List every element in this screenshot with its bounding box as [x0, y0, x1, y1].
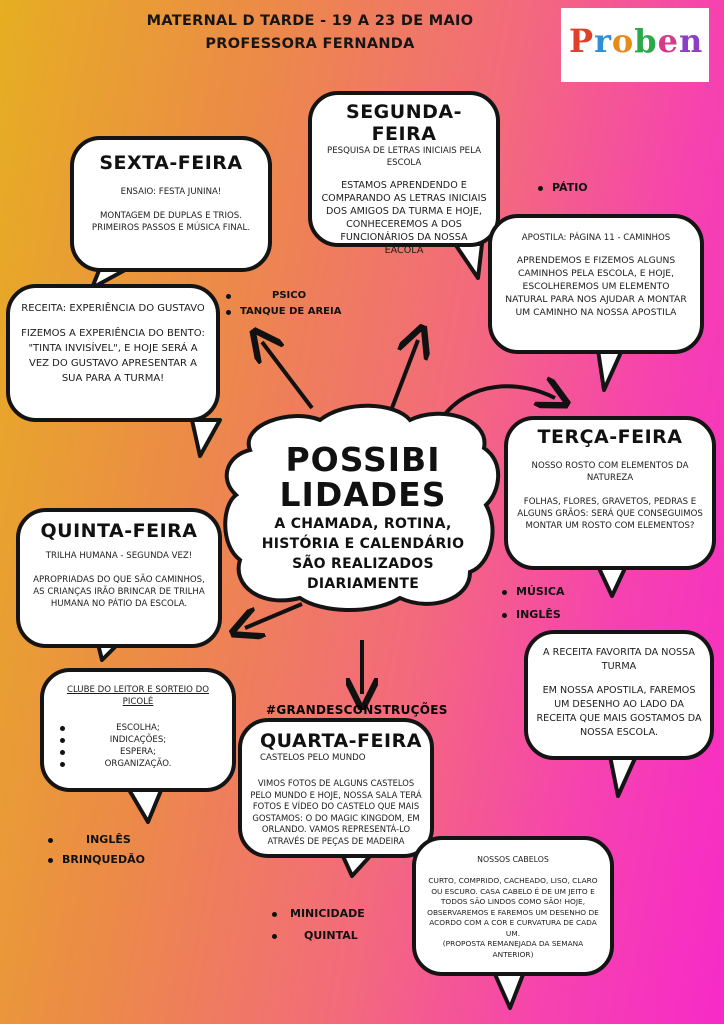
sexta-feira-line1: ENSAIO: FESTA JUNINA!	[120, 187, 222, 197]
center-possibilidades	[236, 442, 490, 592]
logo-letter: b	[634, 22, 658, 60]
side-minicidade: MINICIDADE	[290, 904, 365, 924]
quinta-feira-line2: APROPRIADAS DO QUE SÃO CAMINHOS, AS CRIANÇAS IRÃO BRINCAR DE TRILHA HUMANA NO PÁTIO DA ESCOLA.	[33, 575, 205, 609]
terca-feira-line2: FOLHAS, FLORES, GRAVETOS, PEDRAS E ALGUNS GRÃOS: SERÁ QUE CONSEGUIMOS MONTAR UM ROSTO COM ELEMENTOS?	[517, 497, 703, 531]
clube-leitor-bubble	[40, 668, 236, 792]
clube-leitor-list	[52, 722, 224, 770]
segunda-feira-line1: PESQUISA DE LETRAS INICIAIS PELA ESCOLA	[327, 146, 481, 168]
quarta-feira-line2: VIMOS FOTOS DE ALGUNS CASTELOS PELO MUNDO E HOJE, NOSSA SALA TERÁ FOTOS E VÍDEO DO CASTELO QUE MAIS GOSTAMOS: O DO MAGIC KINGDOM, EM ORLANDO. VAMOS REPRESENTÁ-LO ATRAVÉS DE PEÇAS DE MADEIRA	[250, 778, 422, 846]
center-sub-2: HISTÓRIA E CALENDÁRIO	[261, 536, 465, 552]
clube-item: ESPERA;	[52, 746, 224, 758]
segunda-feira-title: SEGUNDA-FEIRA	[346, 101, 462, 145]
quarta-feira-title: QUARTA-FEIRA	[260, 730, 422, 752]
clube-item: ORGANIZAÇÃO.	[52, 758, 224, 770]
quinta-feira-bubble	[16, 508, 222, 648]
logo-letter: P	[569, 22, 595, 60]
apostila-line2: APRENDEMOS E FIZEMOS ALGUNS CAMINHOS PELA ESCOLA, E HOJE, ESCOLHEREMOS UM ELEMENTO NATURAL PARA NOS AJUDAR A MONTAR UM CAMINHO NA NOSSA APOSTILA	[505, 255, 687, 318]
segunda-feira-bubble	[308, 91, 500, 256]
receita-line1: RECEITA: EXPERIÊNCIA DO GUSTAVO	[21, 303, 205, 314]
terca-feira-title: TERÇA-FEIRA	[537, 426, 683, 448]
center-title-1: POSSIBI	[285, 440, 441, 479]
quarta-feira-bubble	[238, 718, 434, 858]
center-sub-1: A CHAMADA, ROTINA,	[274, 516, 452, 532]
clube-leitor-title: CLUBE DO LEITOR E SORTEIO DO PICOLÉ	[66, 685, 210, 707]
grandes-construcoes-tag: #GRANDESCONSTRUÇÕES	[266, 703, 448, 717]
cabelos-line2: CURTO, COMPRIDO, CACHEADO, LISO, CLARO OU ESCURO. CASA CABELO É DE UM JEITO E TODOS SÃO LINDOS COMO SÃO! HOJE, OBSERVAREMOS E FAREMOS UM DESENHO DE ACORDO COM A COR E CURVATURA DE CADA UM.	[427, 876, 599, 938]
cabelos-line3: (PROPOSTA REMANEJADA DA SEMANA ANTERIOR)	[442, 939, 584, 959]
side-patio: PÁTIO	[552, 178, 588, 198]
center-sub-3: SÃO REALIZADOS	[292, 556, 434, 572]
side-psico: PSICO	[272, 286, 306, 306]
side-musica: MÚSICA	[516, 582, 564, 602]
tail-apostila	[598, 350, 622, 390]
tail-receita	[192, 420, 220, 456]
tail-cabelos	[494, 972, 524, 1008]
receita-favorita-bubble	[524, 630, 714, 760]
receita-line2: FIZEMOS A EXPERIÊNCIA DO BENTO: "TINTA INVISÍVEL", E HOJE SERÁ A VEZ DO GUSTAVO APRESENTAR A SUA PARA A TURMA!	[21, 328, 205, 384]
side-quintal: QUINTAL	[304, 926, 358, 946]
tail-terca	[598, 566, 626, 596]
header-line-1: MATERNAL D TARDE - 19 A 23 DE MAIO	[146, 13, 474, 29]
apostila-bubble	[488, 214, 704, 354]
arrow-quinta	[245, 604, 302, 628]
receita-favorita-line1: A RECEITA FAVORITA DA NOSSA TURMA	[543, 647, 695, 672]
logo-letter: r	[594, 22, 612, 60]
arrow-segunda	[392, 340, 418, 408]
arrow-terca	[442, 386, 555, 418]
terca-feira-bubble	[504, 416, 716, 570]
logo-letter: n	[679, 22, 704, 60]
sexta-feira-line2: MONTAGEM DE DUPLAS E TRIOS. PRIMEIROS PASSOS E MÚSICA FINAL.	[91, 211, 251, 233]
center-title-2: LIDADES	[279, 475, 447, 514]
tail-receita-fav	[610, 756, 636, 796]
side-tanque: TANQUE DE AREIA	[240, 302, 341, 322]
side-brinquedao: BRINQUEDÃO	[62, 850, 145, 870]
logo-letter: e	[657, 22, 679, 60]
cabelos-title: NOSSOS CABELOS	[477, 855, 549, 864]
clube-item: INDICAÇÕES;	[52, 734, 224, 746]
quarta-feira-line1: CASTELOS PELO MUNDO	[260, 753, 366, 763]
center-sub-4: DIARIAMENTE	[306, 576, 420, 592]
header-line-2: PROFESSORA FERNANDA	[205, 36, 415, 52]
receita-bubble	[6, 284, 220, 422]
clube-item: ESCOLHA;	[52, 722, 224, 734]
arrow-sexta	[262, 342, 312, 408]
side-ingles-2: INGLÊS	[86, 830, 131, 850]
sexta-feira-title: SEXTA-FEIRA	[99, 152, 243, 174]
logo-letter: o	[611, 22, 635, 60]
receita-favorita-line2: EM NOSSA APOSTILA, FAREMOS UM DESENHO AO LADO DA RECEITA QUE MAIS GOSTAMOS DA NOSSA ESCOLA.	[536, 685, 702, 738]
sexta-feira-bubble	[70, 136, 272, 272]
side-ingles-1: INGLÊS	[516, 605, 561, 625]
quinta-feira-line1: TRILHA HUMANA - SEGUNDA VEZ!	[45, 551, 193, 561]
segunda-feira-line2: ESTAMOS APRENDENDO E COMPARANDO AS LETRAS INICIAIS DOS AMIGOS DA TURMA E HOJE, CONHECEREMOS A DOS FUNCIONÁRIOS DA NOSSA EACOLA	[321, 180, 487, 256]
quinta-feira-title: QUINTA-FEIRA	[40, 520, 198, 542]
tail-clube	[128, 788, 162, 822]
terca-feira-line1: NOSSO ROSTO COM ELEMENTOS DA NATUREZA	[531, 461, 689, 483]
apostila-line1: APOSTILA: PÁGINA 11 - CAMINHOS	[521, 233, 671, 243]
cabelos-bubble	[412, 836, 614, 976]
